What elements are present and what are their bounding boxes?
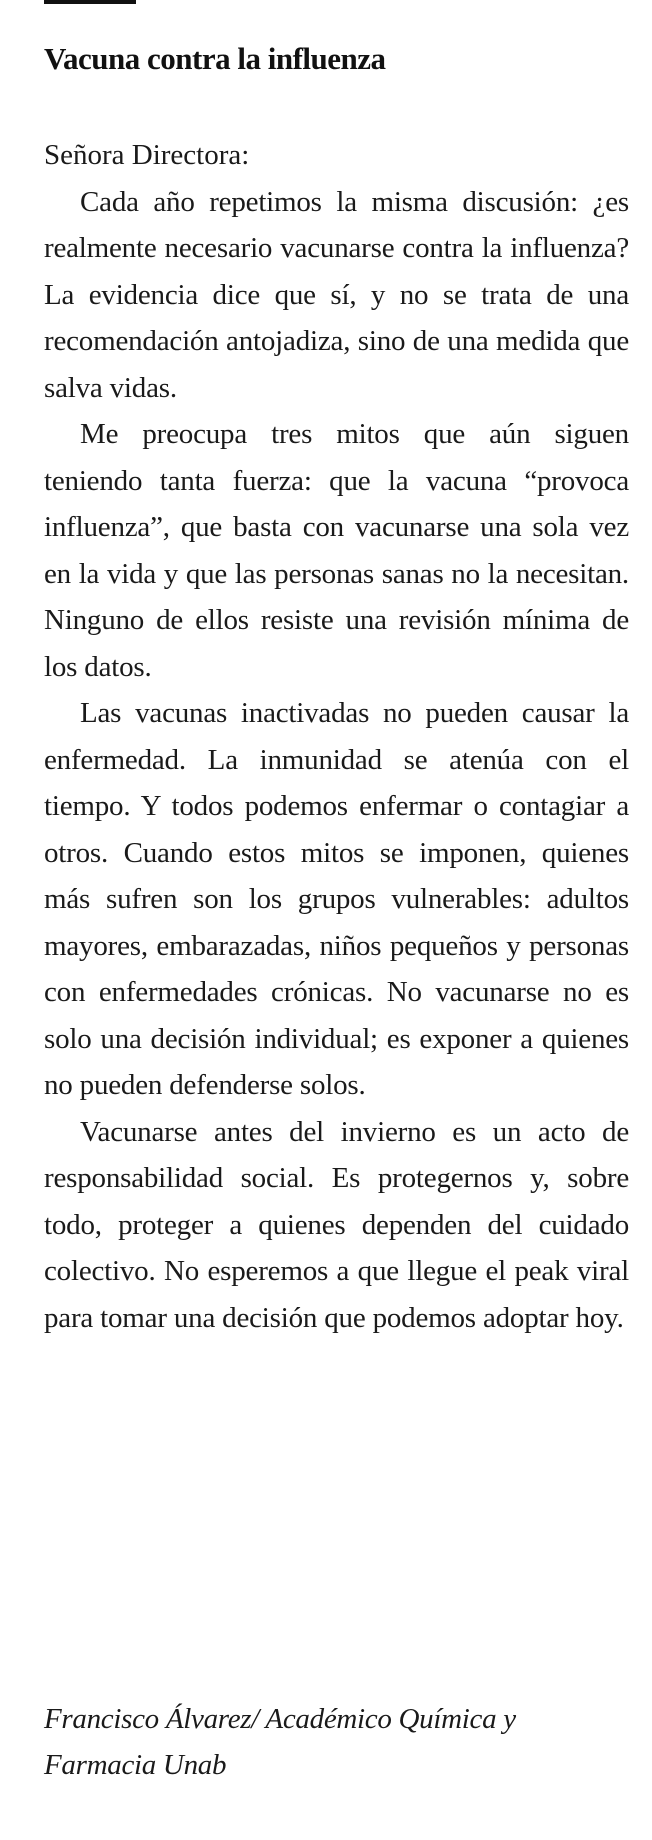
paragraph-4: Vacunarse antes del invierno es un acto de responsabilidad social. Es protegernos y, sobre todo, proteger a quienes dependen del cuidado colectivo. No esperemos a que llegue el peak viral para tomar una decisión que podemos adoptar hoy. <box>44 1115 629 1334</box>
paragraph-2: Me preocupa tres mitos que aún siguen teniendo tanta fuerza: que la vacuna “provoca influenza”, que basta con vacunarse una sola vez en la vida y que las personas sanas no la necesitan. Ninguno de ellos resiste una revisión mínima de los datos. <box>44 418 629 683</box>
author-signature: Francisco Álvarez/ Académico Química y Farmacia Unab <box>44 1703 516 1781</box>
letter-title: Vacuna contra la influenza <box>44 41 386 76</box>
letter-body <box>44 132 629 1341</box>
salutation: Señora Directora: <box>44 139 250 171</box>
top-rule-divider <box>44 0 136 4</box>
paragraph-1: Cada año repetimos la misma discusión: ¿es realmente necesario vacunarse contra la influenza? La evidencia dice que sí, y no se trata de una recomendación antojadiza, sino de una medida que salva vidas. <box>44 185 629 404</box>
paragraph-3: Las vacunas inactivadas no pueden causar la enfermedad. La inmunidad se atenúa con el tiempo. Y todos podemos enfermar o contagiar a otros. Cuando estos mitos se imponen, quienes más sufren son los grupos vulnerables: adultos mayores, embarazadas, niños pequeños y personas con enfermedades crónicas. No vacunarse no es solo una decisión individual; es exponer a quienes no pueden defenderse solos. <box>44 697 629 1101</box>
